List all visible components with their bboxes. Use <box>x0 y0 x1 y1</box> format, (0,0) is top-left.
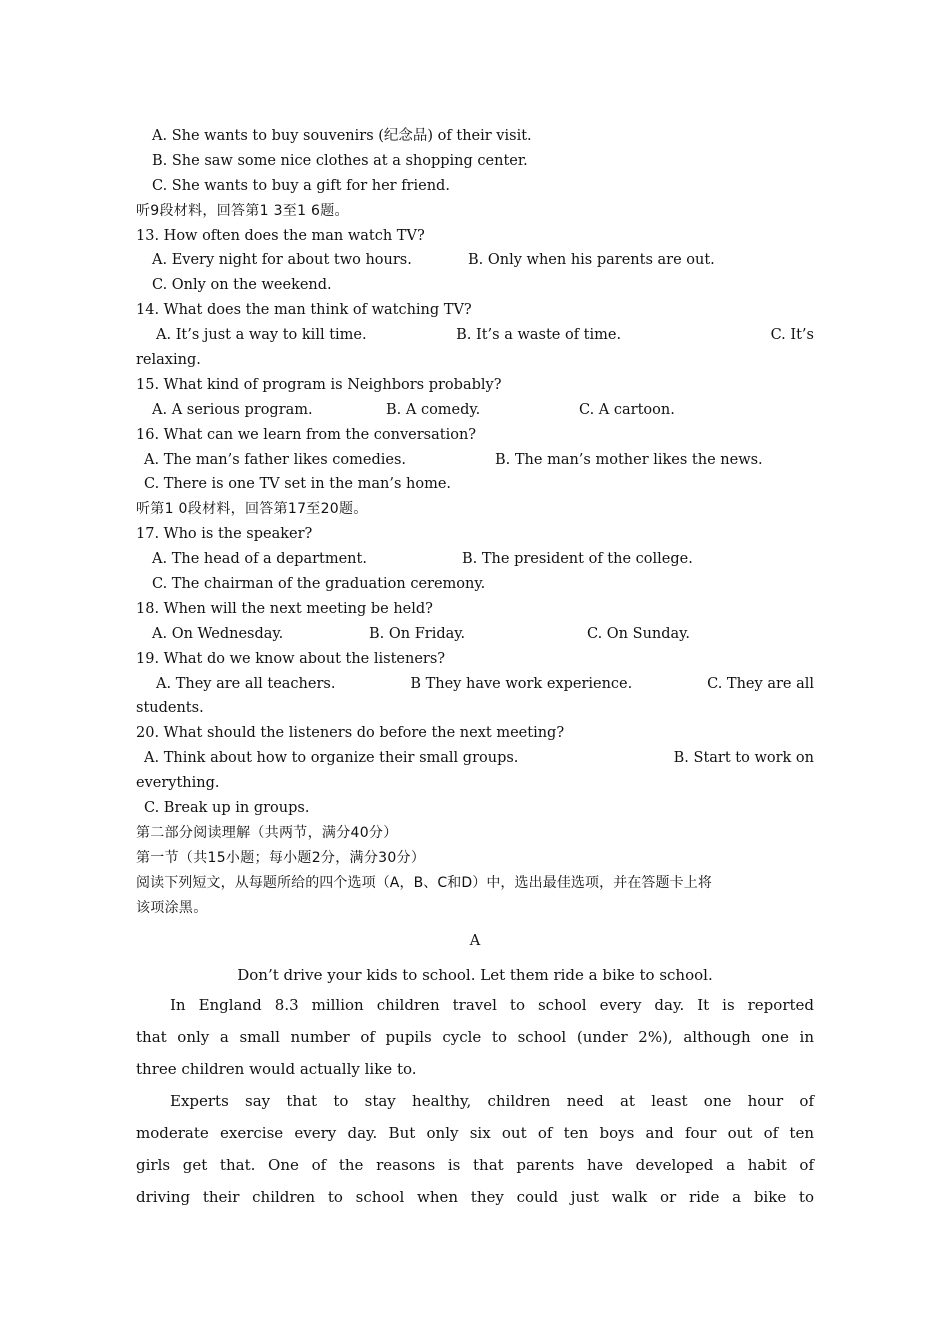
q14-options-row <box>136 323 814 348</box>
q16-option-c: C. There is one TV set in the man’s home. <box>144 476 452 493</box>
q14-option-c-continued: relaxing. <box>136 352 201 369</box>
q16-stem: 16. What can we learn from the conversation? <box>136 426 477 443</box>
paragraph-1-line-2: that only a small number of pupils cycle to school (under 2%), although one in <box>136 1027 814 1046</box>
paragraph-2-line-3: girls get that. One of the reasons is that parents have developed a habit of <box>136 1155 814 1174</box>
q12-option-b: B. She saw some nice clothes at a shopping center. <box>152 152 528 169</box>
q18-option-b: B. On Friday. <box>369 625 466 642</box>
paragraph-1 <box>136 989 814 1085</box>
document-page <box>136 124 814 1213</box>
q17-option-c: C. The chairman of the graduation ceremony. <box>152 576 486 593</box>
q20-stem: 20. What should the listeners do before the next meeting? <box>136 725 565 742</box>
instructions-line-2: 该项涂黑。 <box>136 899 208 916</box>
passage-title: Don’t drive your kids to school. Let them ride a bike to school. <box>237 965 713 984</box>
q20-options-row <box>136 746 814 771</box>
q13-stem: 13. How often does the man watch TV? <box>136 227 425 244</box>
q18-option-a: A. On Wednesday. <box>152 625 284 642</box>
q18-option-c: C. On Sunday. <box>587 625 691 642</box>
q17-option-a: A. The head of a department. <box>152 551 367 568</box>
q13-options-row <box>136 248 814 273</box>
q17-options-row <box>136 547 814 572</box>
q19-option-c: C. They are all <box>707 675 814 692</box>
paragraph-2-line-2: moderate exercise every day. But only six out of ten boys and four out of ten <box>136 1123 814 1142</box>
q15-stem: 15. What kind of program is Neighbors probably? <box>136 376 502 393</box>
q20-option-b: B. Start to work on <box>673 750 814 767</box>
part2-header: 第二部分阅读理解（共两节，满分40分） <box>136 824 398 841</box>
q18-options-row <box>136 622 814 647</box>
q13-option-c: C. Only on the weekend. <box>152 277 332 294</box>
q20-option-c: C. Break up in groups. <box>144 800 310 817</box>
q13-option-b: B. Only when his parents are out. <box>468 252 715 269</box>
q14-option-c: C. It’s <box>770 327 814 344</box>
q15-option-b: B. A comedy. <box>386 401 481 418</box>
q19-options-row <box>136 672 814 697</box>
q12-option-c: C. She wants to buy a gift for her friend. <box>152 177 450 194</box>
q20-option-b-continued: everything. <box>136 775 220 792</box>
passage-letter: A <box>469 932 481 949</box>
q16-option-b: B. The man’s mother likes the news. <box>495 451 763 468</box>
q16-options-row <box>136 448 814 473</box>
paragraph-1-line-3: three children would actually like to. <box>136 1059 417 1078</box>
q14-option-b: B. It’s a waste of time. <box>456 327 622 344</box>
q18-stem: 18. When will the next meeting be held? <box>136 600 433 617</box>
q14-stem: 14. What does the man think of watching TV? <box>136 302 472 319</box>
q17-stem: 17. Who is the speaker? <box>136 526 313 543</box>
q13-option-a: A. Every night for about two hours. <box>152 252 412 269</box>
paragraph-2 <box>136 1085 814 1213</box>
q15-option-c: C. A cartoon. <box>579 401 675 418</box>
paragraph-2-line-4: driving their children to school when they could just walk or ride a bike to <box>136 1187 814 1206</box>
section9-header: 听9段材料，回答第1 3至1 6题。 <box>136 202 349 219</box>
paragraph-2-line-1: Experts say that to stay healthy, children need at least one hour of <box>170 1091 814 1110</box>
q19-option-b: B They have work experience. <box>410 675 633 692</box>
q19-option-c-continued: students. <box>136 700 204 717</box>
section1-header: 第一节（共15小题；每小题2分，满分30分） <box>136 849 426 866</box>
q14-option-a: A. It’s just a way to kill time. <box>156 327 367 344</box>
section10-header: 听第1 0段材料，回答第17至20题。 <box>136 501 368 518</box>
q16-option-a: A. The man’s father likes comedies. <box>144 451 407 468</box>
q20-option-a: A. Think about how to organize their small groups. <box>144 750 519 767</box>
q15-option-a: A. A serious program. <box>152 401 313 418</box>
q19-stem: 19. What do we know about the listeners? <box>136 650 446 667</box>
q19-option-a: A. They are all teachers. <box>156 675 336 692</box>
paragraph-1-line-1: In England 8.3 million children travel to school every day. It is reported <box>170 995 814 1014</box>
q12-option-a: A. She wants to buy souvenirs (纪念品) of their visit. <box>152 128 532 144</box>
instructions-line-1: 阅读下列短文，从每题所给的四个选项（A，B、C和D）中，选出最佳选项，并在答题卡上将 <box>136 874 712 891</box>
q15-options-row <box>136 398 814 423</box>
q17-option-b: B. The president of the college. <box>462 551 693 568</box>
